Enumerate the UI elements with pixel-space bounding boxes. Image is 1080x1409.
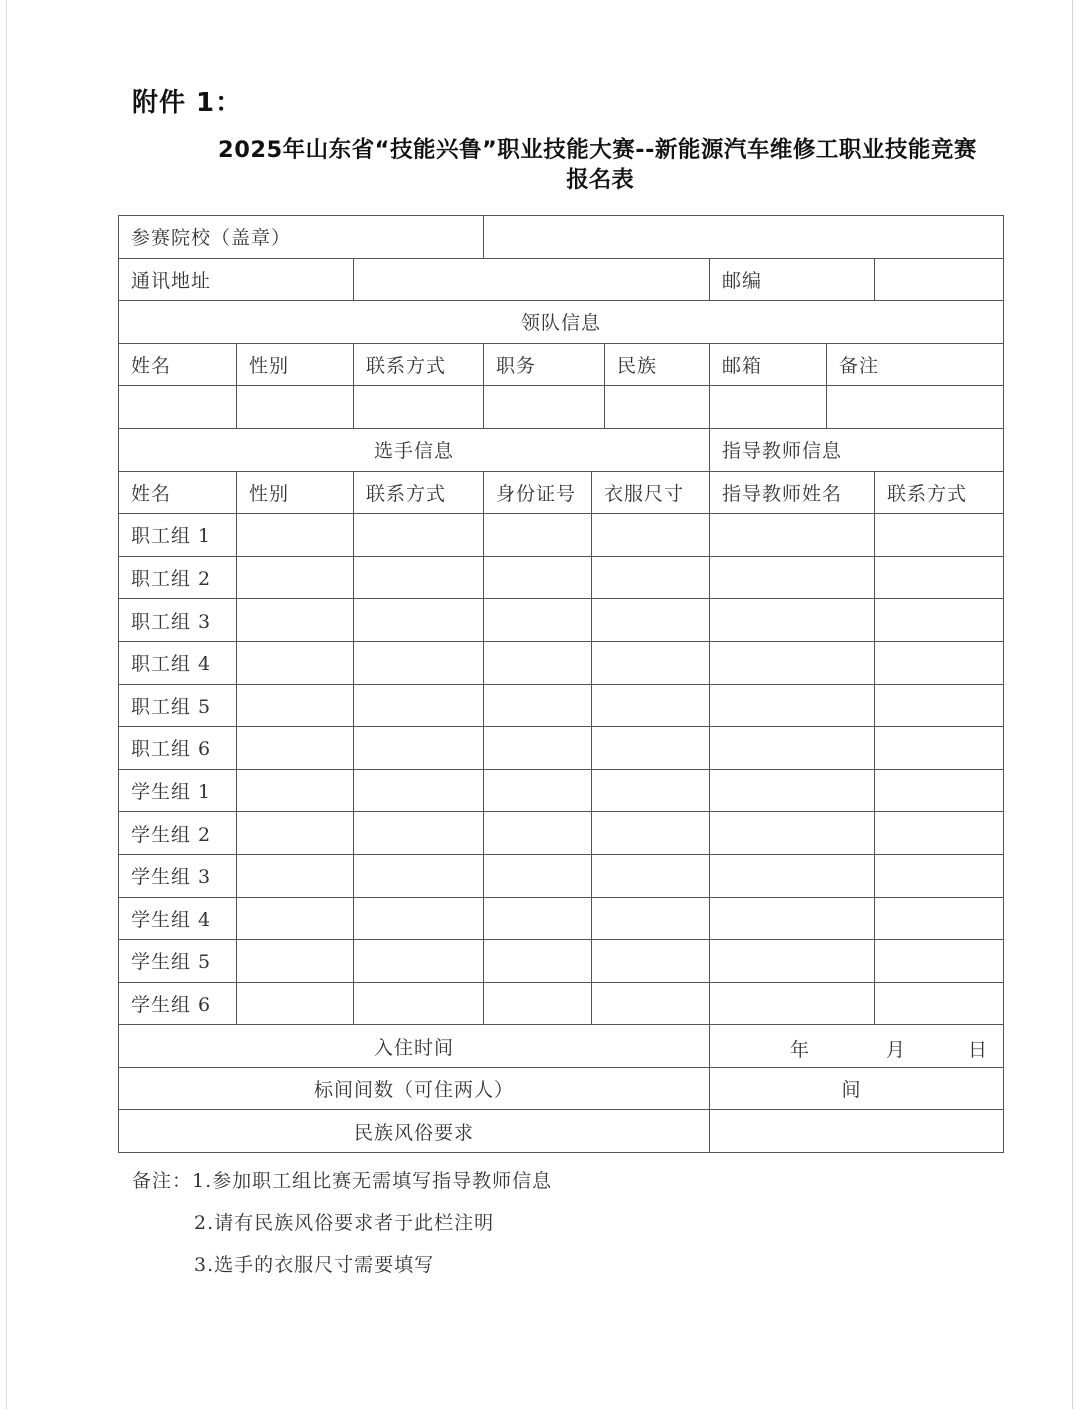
- participant-id-cell[interactable]: [484, 599, 592, 642]
- participant-gender-cell[interactable]: [237, 769, 354, 812]
- form-subtitle: 报名表: [566, 167, 634, 193]
- participant-size-cell[interactable]: [592, 897, 710, 940]
- participant-id-cell[interactable]: [484, 769, 592, 812]
- participant-gender-cell[interactable]: [237, 514, 354, 557]
- teacher-header-name: 指导教师姓名: [710, 471, 875, 514]
- participant-label: 学生组 2: [119, 812, 237, 855]
- leader-remarks-cell[interactable]: [827, 386, 1004, 429]
- participant-row: [119, 897, 1004, 940]
- teacher-name-cell[interactable]: [710, 514, 875, 557]
- participant-gender-cell[interactable]: [237, 897, 354, 940]
- participant-size-cell[interactable]: [592, 854, 710, 897]
- teacher-contact-cell[interactable]: [875, 514, 1004, 557]
- participant-row: [119, 514, 1004, 557]
- teacher-name-cell[interactable]: [710, 940, 875, 983]
- participant-contact-cell[interactable]: [354, 641, 484, 684]
- participant-size-cell[interactable]: [592, 684, 710, 727]
- rooms-label: 标间间数（可住两人）: [119, 1067, 710, 1110]
- participant-size-cell[interactable]: [592, 514, 710, 557]
- leader-header-gender: 性别: [237, 343, 354, 386]
- participant-id-cell[interactable]: [484, 940, 592, 983]
- participant-label: 职工组 6: [119, 727, 237, 770]
- teacher-contact-cell[interactable]: [875, 897, 1004, 940]
- participant-row: [119, 854, 1004, 897]
- participant-row: [119, 727, 1004, 770]
- participant-size-cell[interactable]: [592, 556, 710, 599]
- date-day: 日: [968, 1038, 989, 1061]
- participant-label: 职工组 4: [119, 641, 237, 684]
- address-label: 通讯地址: [119, 258, 354, 301]
- participant-label: 学生组 4: [119, 897, 237, 940]
- school-value-cell[interactable]: [484, 216, 1004, 259]
- date-month: 月: [886, 1038, 907, 1061]
- participant-label: 学生组 3: [119, 854, 237, 897]
- leader-section-row: [119, 301, 1004, 344]
- participant-row: [119, 940, 1004, 983]
- custom-row: [119, 1110, 1004, 1153]
- player-section-title: 选手信息: [119, 428, 710, 471]
- participant-id-cell[interactable]: [484, 684, 592, 727]
- player-header-row: [119, 471, 1004, 514]
- teacher-header-contact: 联系方式: [875, 471, 1004, 514]
- participant-row: [119, 769, 1004, 812]
- participant-contact-cell[interactable]: [354, 982, 484, 1025]
- teacher-name-cell[interactable]: [710, 641, 875, 684]
- participant-gender-cell[interactable]: [237, 940, 354, 983]
- player-header-gender: 性别: [237, 471, 354, 514]
- participant-contact-cell[interactable]: [354, 684, 484, 727]
- participant-row: [119, 812, 1004, 855]
- teacher-name-cell[interactable]: [710, 854, 875, 897]
- participant-id-cell[interactable]: [484, 514, 592, 557]
- teacher-contact-cell[interactable]: [875, 940, 1004, 983]
- checkin-row: [119, 1025, 1004, 1068]
- registration-table: [118, 215, 1004, 1153]
- participant-row: [119, 556, 1004, 599]
- teacher-name-cell[interactable]: [710, 897, 875, 940]
- leader-gender-cell[interactable]: [237, 386, 354, 429]
- teacher-contact-cell[interactable]: [875, 599, 1004, 642]
- teacher-name-cell[interactable]: [710, 599, 875, 642]
- participant-gender-cell[interactable]: [237, 727, 354, 770]
- leader-name-cell[interactable]: [119, 386, 237, 429]
- participant-gender-cell[interactable]: [237, 982, 354, 1025]
- leader-header-name: 姓名: [119, 343, 237, 386]
- leader-header-email: 邮箱: [710, 343, 827, 386]
- participant-contact-cell[interactable]: [354, 897, 484, 940]
- note-2: 2.请有民族风俗要求者于此栏注明: [194, 1212, 495, 1234]
- teacher-contact-cell[interactable]: [875, 769, 1004, 812]
- leader-header-position: 职务: [484, 343, 605, 386]
- participant-id-cell[interactable]: [484, 727, 592, 770]
- date-year: 年: [790, 1038, 811, 1061]
- teacher-name-cell[interactable]: [710, 556, 875, 599]
- teacher-contact-cell[interactable]: [875, 812, 1004, 855]
- checkin-label: 入住时间: [119, 1025, 710, 1068]
- player-section-row: [119, 428, 1004, 471]
- teacher-name-cell[interactable]: [710, 769, 875, 812]
- participant-contact-cell[interactable]: [354, 940, 484, 983]
- participant-contact-cell[interactable]: [354, 556, 484, 599]
- leader-position-cell[interactable]: [484, 386, 605, 429]
- rooms-row: [119, 1067, 1004, 1110]
- leader-header-contact: 联系方式: [354, 343, 484, 386]
- note-3: 3.选手的衣服尺寸需要填写: [194, 1254, 435, 1276]
- participant-gender-cell[interactable]: [237, 599, 354, 642]
- participant-size-cell[interactable]: [592, 599, 710, 642]
- school-label: 参赛院校（盖章）: [119, 216, 484, 259]
- participant-row: [119, 599, 1004, 642]
- teacher-name-cell[interactable]: [710, 812, 875, 855]
- participant-id-cell[interactable]: [484, 854, 592, 897]
- participant-label: 学生组 5: [119, 940, 237, 983]
- leader-ethnicity-cell[interactable]: [605, 386, 710, 429]
- player-header-clothing-size: 衣服尺寸: [592, 471, 710, 514]
- participant-id-cell[interactable]: [484, 897, 592, 940]
- leader-input-row: [119, 386, 1004, 429]
- participant-label: 职工组 1: [119, 514, 237, 557]
- participant-label: 学生组 1: [119, 769, 237, 812]
- participant-label: 职工组 3: [119, 599, 237, 642]
- participant-contact-cell[interactable]: [354, 812, 484, 855]
- teacher-name-cell[interactable]: [710, 982, 875, 1025]
- attachment-label: 附件 1：: [132, 88, 243, 118]
- leader-header-remarks: 备注: [827, 343, 1004, 386]
- form-title: 2025年山东省“技能兴鲁”职业技能大赛--新能源汽车维修工职业技能竞赛: [218, 137, 977, 163]
- page-edge-right: [1072, 0, 1073, 1409]
- school-row: [119, 216, 1004, 259]
- rooms-unit[interactable]: 间: [710, 1067, 1004, 1110]
- participant-size-cell[interactable]: [592, 641, 710, 684]
- teacher-contact-cell[interactable]: [875, 641, 1004, 684]
- postcode-value-cell[interactable]: [875, 258, 1004, 301]
- participant-size-cell[interactable]: [592, 940, 710, 983]
- leader-section-title: 领队信息: [119, 301, 1004, 344]
- teacher-contact-cell[interactable]: [875, 982, 1004, 1025]
- teacher-name-cell[interactable]: [710, 727, 875, 770]
- participant-label: 职工组 2: [119, 556, 237, 599]
- participant-id-cell[interactable]: [484, 556, 592, 599]
- postcode-label: 邮编: [710, 258, 875, 301]
- participant-gender-cell[interactable]: [237, 684, 354, 727]
- participant-contact-cell[interactable]: [354, 769, 484, 812]
- custom-value-cell[interactable]: [710, 1110, 1004, 1153]
- participant-size-cell[interactable]: [592, 982, 710, 1025]
- checkin-date-cell[interactable]: [710, 1025, 1004, 1068]
- leader-header-row: [119, 343, 1004, 386]
- participant-size-cell[interactable]: [592, 812, 710, 855]
- participant-gender-cell[interactable]: [237, 556, 354, 599]
- participant-id-cell[interactable]: [484, 641, 592, 684]
- player-header-id-number: 身份证号: [484, 471, 592, 514]
- player-header-name: 姓名: [119, 471, 237, 514]
- participant-gender-cell[interactable]: [237, 854, 354, 897]
- player-header-contact: 联系方式: [354, 471, 484, 514]
- address-row: [119, 258, 1004, 301]
- participant-row: [119, 982, 1004, 1025]
- teacher-section-title: 指导教师信息: [710, 428, 1004, 471]
- participant-label: 职工组 5: [119, 684, 237, 727]
- participant-contact-cell[interactable]: [354, 599, 484, 642]
- participant-label: 学生组 6: [119, 982, 237, 1025]
- page-edge-left: [6, 0, 7, 1409]
- address-value-cell[interactable]: [354, 258, 710, 301]
- teacher-contact-cell[interactable]: [875, 854, 1004, 897]
- participant-gender-cell[interactable]: [237, 812, 354, 855]
- teacher-contact-cell[interactable]: [875, 727, 1004, 770]
- custom-label: 民族风俗要求: [119, 1110, 710, 1153]
- participant-row: [119, 684, 1004, 727]
- player-rows: [119, 514, 1004, 1025]
- participant-gender-cell[interactable]: [237, 641, 354, 684]
- participant-size-cell[interactable]: [592, 769, 710, 812]
- note-1: 备注：1.参加职工组比赛无需填写指导教师信息: [132, 1170, 553, 1192]
- teacher-contact-cell[interactable]: [875, 684, 1004, 727]
- leader-header-ethnicity: 民族: [605, 343, 710, 386]
- teacher-contact-cell[interactable]: [875, 556, 1004, 599]
- teacher-name-cell[interactable]: [710, 684, 875, 727]
- leader-email-cell[interactable]: [710, 386, 827, 429]
- participant-size-cell[interactable]: [592, 727, 710, 770]
- participant-contact-cell[interactable]: [354, 854, 484, 897]
- participant-id-cell[interactable]: [484, 812, 592, 855]
- participant-contact-cell[interactable]: [354, 514, 484, 557]
- participant-contact-cell[interactable]: [354, 727, 484, 770]
- participant-id-cell[interactable]: [484, 982, 592, 1025]
- leader-contact-cell[interactable]: [354, 386, 484, 429]
- participant-row: [119, 641, 1004, 684]
